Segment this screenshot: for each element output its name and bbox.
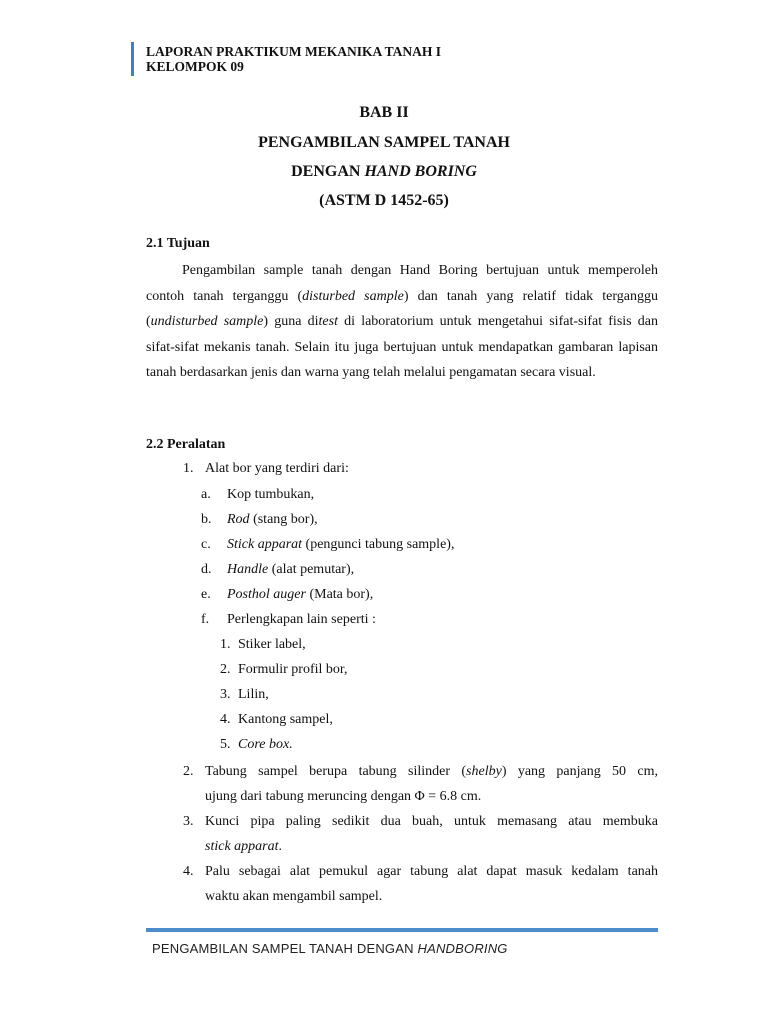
list-text-justified: Palu sebagai alat pemukul agar tabung alat dapat masuk kedalam tanah	[205, 864, 658, 879]
list-text: Alat bor yang terdiri dari:	[205, 461, 349, 476]
list-number: 5.	[220, 737, 231, 752]
list-item	[220, 737, 293, 753]
chapter-title-line1: PENGAMBILAN SAMPEL TANAH	[258, 134, 510, 151]
footer-text: PENGAMBILAN SAMPEL TANAH DENGAN	[152, 941, 418, 956]
list-item	[201, 537, 454, 553]
para-text-3: ) guna di	[263, 314, 319, 330]
header-accent-bar	[131, 42, 134, 76]
list-text: .	[278, 839, 282, 854]
list-number: 2.	[183, 764, 194, 779]
list-italic: shelby	[466, 764, 502, 779]
list-item	[201, 587, 373, 603]
list-text: ) yang panjang 50 cm,	[501, 764, 659, 779]
list-text: Kop tumbukan,	[227, 487, 315, 502]
para-text-1: Pengambilan sample tanah dengan Hand Boring bertujuan untuk memperoleh contoh tanah terganggu (	[146, 263, 658, 304]
list-letter: c.	[201, 537, 211, 552]
list-number: 1.	[183, 461, 194, 476]
chapter-title-line2	[0, 163, 768, 181]
para-text-2: ) dan tanah yang relatif tidak terganggu (	[146, 288, 658, 330]
list-item	[183, 864, 205, 880]
list-italic: Rod	[227, 512, 250, 527]
title-prefix: DENGAN	[291, 163, 365, 180]
list-text: Kantong sampel,	[238, 712, 333, 727]
list-letter: f.	[201, 612, 210, 627]
list-item-continuation: waktu akan mengambil sampel.	[205, 889, 383, 904]
list-item	[201, 612, 376, 628]
list-text: Perlengkapan lain seperti :	[227, 612, 376, 627]
list-item	[183, 814, 205, 830]
list-item	[201, 487, 314, 503]
list-text: (stang bor),	[249, 512, 318, 527]
list-item	[183, 461, 349, 477]
list-italic: Core box.	[238, 737, 293, 752]
list-letter: e.	[201, 587, 211, 602]
list-letter: b.	[201, 512, 212, 527]
list-text-justified	[205, 764, 658, 780]
list-italic: stick apparat	[205, 839, 279, 854]
list-item	[220, 637, 306, 653]
section-heading-tujuan: 2.1 Tujuan	[146, 236, 210, 251]
list-item	[201, 562, 354, 578]
list-text: (Mata bor),	[305, 587, 374, 602]
list-text: Tabung sampel berupa tabung silinder (	[205, 764, 467, 779]
list-text: (alat pemutar),	[268, 562, 355, 577]
list-italic: Handle	[227, 562, 269, 577]
list-number: 4.	[220, 712, 231, 727]
running-header	[146, 44, 441, 74]
list-letter: d.	[201, 562, 212, 577]
list-italic: Posthol auger	[227, 587, 306, 602]
para-italic-1: disturbed sample	[302, 288, 404, 304]
para-italic-3: test	[318, 314, 338, 330]
list-text: Formulir profil bor,	[238, 662, 348, 677]
list-text: Stiker label,	[238, 637, 306, 652]
footer-italic: HANDBORING	[417, 941, 508, 956]
list-text: (pengunci tabung sample),	[302, 537, 455, 552]
list-number: 3.	[183, 814, 194, 829]
list-italic: Stick apparat	[227, 537, 303, 552]
list-item	[201, 512, 318, 528]
list-letter: a.	[201, 487, 211, 502]
list-number: 3.	[220, 687, 231, 702]
list-item-continuation	[205, 839, 282, 855]
paragraph-tujuan	[146, 258, 658, 386]
para-text-4: di laboratorium untuk mengetahui sifat-sifat fisis dan sifat-sifat mekanis tanah. Selain itu juga bertujuan untuk mendapatkan gambaran lapisan tanah berdasarkan jenis dan warna yang telah melalui pengamatan secara visual.	[146, 314, 658, 381]
header-line1: LAPORAN PRAKTIKUM MEKANIKA TANAH I	[146, 44, 442, 59]
list-item	[220, 662, 347, 678]
list-number: 4.	[183, 864, 194, 879]
list-number: 1.	[220, 637, 231, 652]
list-text: Lilin,	[238, 687, 269, 702]
list-item	[220, 687, 269, 703]
title-italic: HAND BORING	[364, 163, 477, 180]
list-number: 2.	[220, 662, 231, 677]
list-item	[220, 712, 333, 728]
header-line2: KELOMPOK 09	[146, 59, 244, 74]
list-item-continuation: ujung dari tabung meruncing dengan Φ = 6.8 cm.	[205, 789, 482, 804]
chapter-label: BAB II	[359, 104, 409, 121]
chapter-title-standard: (ASTM D 1452-65)	[319, 192, 449, 209]
footer-rule	[146, 928, 658, 932]
para-italic-2: undisturbed sample	[150, 314, 264, 330]
section-heading-peralatan: 2.2 Peralatan	[146, 437, 226, 452]
list-text-justified: Kunci pipa paling sedikit dua buah, untuk memasang atau membuka	[205, 814, 658, 829]
running-footer	[152, 941, 508, 956]
